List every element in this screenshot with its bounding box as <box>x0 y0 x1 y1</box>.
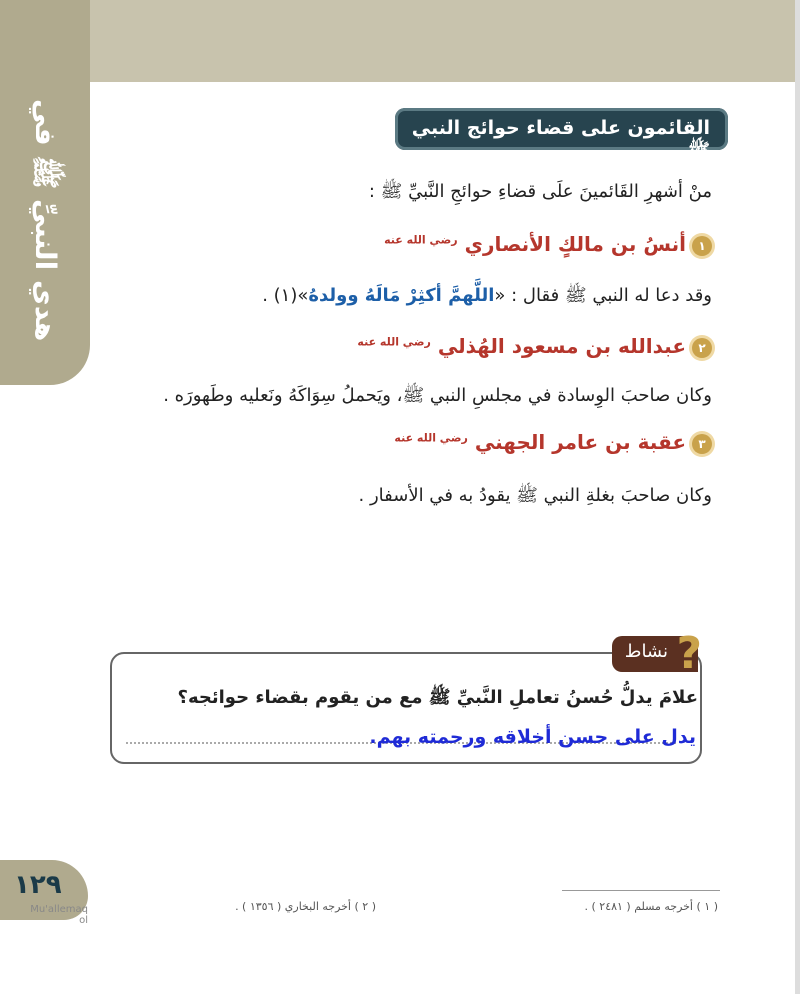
section-title: القائمون على قضاء حوائج النبي ﷺ <box>411 117 710 162</box>
intro-text: منْ أشهرِ القَائمينَ علَى قضاءِ حوائجِ النَّبيِّ ﷺ : <box>368 181 712 202</box>
honor-mark-3: رضي الله عنه <box>394 431 468 445</box>
page-edge <box>795 0 800 994</box>
question-mark-icon: ? <box>676 628 702 679</box>
page-number-badge <box>0 860 88 926</box>
item-number-3: ٣ <box>692 434 712 454</box>
footnote-1: ( ١ ) أخرجه مسلم ( ٢٤٨١ ) . <box>584 900 718 913</box>
item-heading-2 <box>357 334 712 358</box>
activity-question: علامَ يدلُّ حُسنُ تعاملِ النَّبيِّ ﷺ مع من يقوم بقضاء حوائجه؟ <box>177 687 698 708</box>
page-number: ١٢٩ <box>14 870 62 900</box>
item-heading-1 <box>384 232 712 256</box>
footnote-2: ( ٢ ) أخرجه البخاري ( ١٣٥٦ ) . <box>235 900 376 913</box>
item-text-1-after: »(١) . <box>262 285 309 306</box>
section-banner <box>395 108 728 162</box>
honor-mark-1: رضي الله عنه <box>384 233 458 247</box>
item-name-2: عبدالله بن مسعود الهُذلي <box>437 334 686 358</box>
item-text-2: وكان صاحبَ الوِسادة في مجلسِ النبي ﷺ، ويَحملُ سِوَاكَهُ ونَعليه وطَهورَه . <box>163 385 712 406</box>
item-name-3: عقبة بن عامر الجهني <box>474 430 686 454</box>
footnote-divider <box>562 890 720 891</box>
item-text-1-before: وقد دعا له النبي ﷺ فقال : « <box>494 285 712 306</box>
item-number-2: ٢ <box>692 338 712 358</box>
chapter-title: هدي النبيِّ ﷺ في <box>29 98 62 342</box>
prophet-quote: اللَّهمَّ أكثِرْ مَالَهُ وولدهُ <box>308 285 495 306</box>
item-text-1 <box>262 284 712 310</box>
item-number-1: ١ <box>692 236 712 256</box>
item-name-1: أنسُ بن مالكٍ الأنصاري <box>464 232 686 256</box>
item-text-3: وكان صاحبَ بغلةِ النبي ﷺ يقودُ به في الأسفار . <box>358 485 712 506</box>
logo-text: Mu'allemaq ol <box>30 904 88 926</box>
chapter-side-band <box>0 0 90 385</box>
activity-tag-label: نشاط <box>624 641 668 662</box>
top-decorative-band <box>0 0 800 82</box>
item-heading-3 <box>394 430 712 454</box>
activity-answer[interactable]: يدل على حسن أخلاقه ورحمته بهم. <box>369 726 696 748</box>
activity-tag <box>612 628 702 679</box>
honor-mark-2: رضي الله عنه <box>357 335 431 349</box>
